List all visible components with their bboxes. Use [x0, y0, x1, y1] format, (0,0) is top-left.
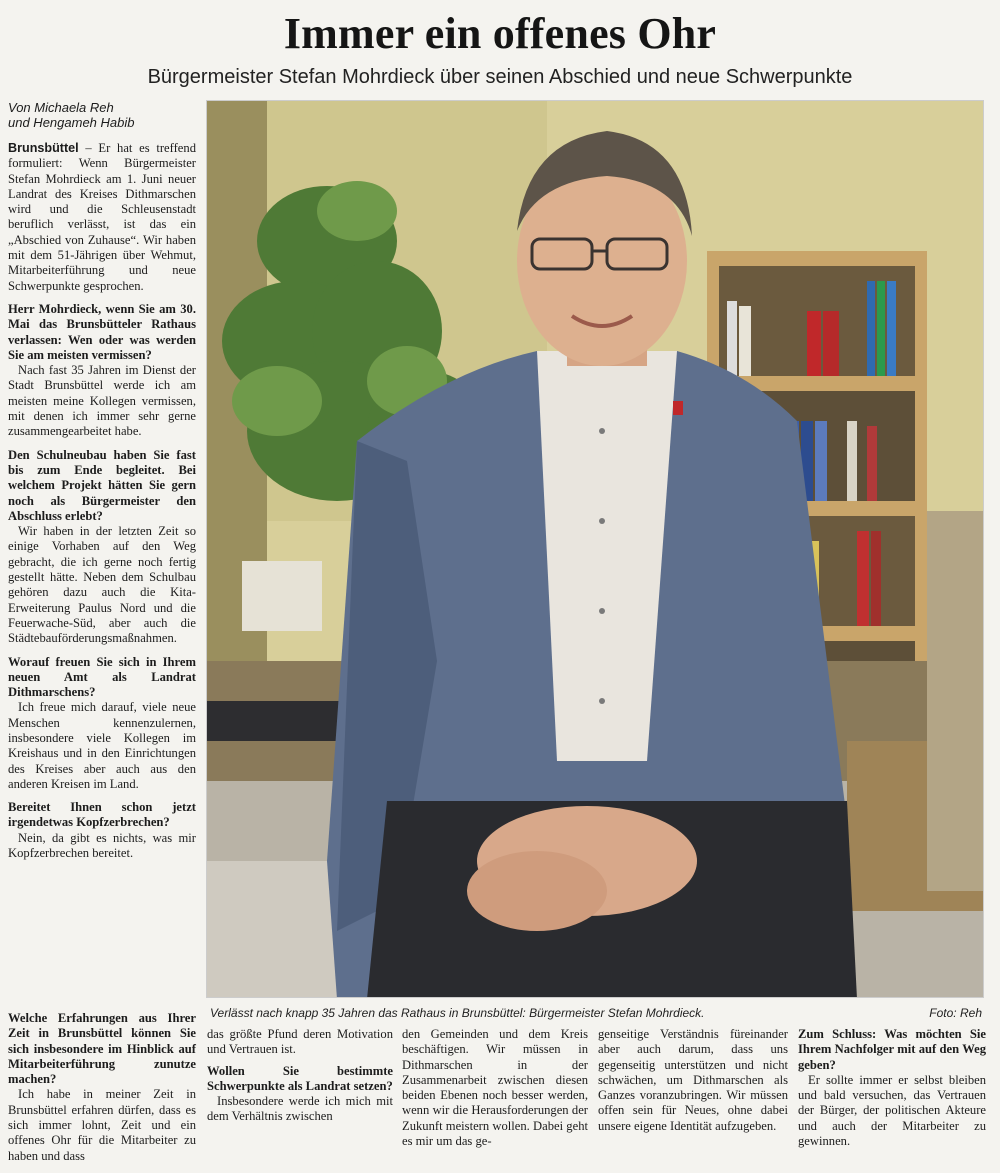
answer-6-continued-2: genseitige Verständnis füreinander aber auch darum, dass uns gegenseitig unterstützen und nicht schwächen, um Dithmarschen als Ganzes voranzubringen. Wir müssen offen sein für Neues, ohne dabei unsere eigene Identität aufzugeben.: [598, 1027, 788, 1133]
photo-credit: Foto: Reh: [929, 1006, 982, 1020]
answer-3: Ich freue mich darauf, viele neue Menschen kennenzulernen, insbesondere viele Kollegen im Kreishaus und in den Einrichtungen des Kreises aber auch aus den anderen Kreisen im Land.: [8, 700, 196, 791]
question-1: Herr Mohrdieck, wenn Sie am 30. Mai das Brunsbütteler Rathaus verlassen: Wen oder was werden Sie am meisten vermissen?: [8, 301, 196, 362]
byline: [8, 100, 198, 130]
byline-line-2: und Hengameh Habib: [8, 115, 135, 130]
lead-dateline: Brunsbüttel: [8, 141, 79, 155]
answer-6: Insbesondere werde ich mich mit dem Verhältnis zwischen: [207, 1094, 393, 1124]
byline-line-1: Von Michaela Reh: [8, 100, 114, 115]
lead-paragraph: [8, 141, 196, 294]
article-column-bottom-4: [598, 1027, 788, 1140]
article-subheadline: Bürgermeister Stefan Mohrdieck über seinen Abschied und neue Schwerpunkte: [147, 66, 853, 88]
question-2: Den Schulneubau haben Sie fast bis zum Ende begleitet. Bei welchem Projekt hätten Sie gern noch als Bürgermeister den Abschluss erlebt?: [8, 447, 196, 523]
answer-7: Er sollte immer er selbst bleiben und bald versuchen, das Vertrauen der Bürger, der politischen Akteure und auch der Mitarbeiter zu gewinnen.: [798, 1072, 986, 1149]
article-column-left: [8, 141, 196, 869]
question-7: Zum Schluss: Was möchten Sie Ihrem Nachfolger mit auf den Weg geben?: [798, 1027, 986, 1072]
photo-illustration: [207, 101, 984, 998]
answer-2: Wir haben in der letzten Zeit so einige Vorhaben auf den Weg gebracht, die ich gerne noch fertig gestellt hätte. Neben dem Schulbau gehören dazu auch die Kita-Erweiterung Paulus Nord und die Feuerwache-Süd, aber auch die Städtebauförderungsmaßnahmen.: [8, 524, 196, 646]
question-3: Worauf freuen Sie sich in Ihrem neuen Amt als Landrat Dithmarschens?: [8, 654, 196, 700]
answer-6-continued: den Gemeinden und dem Kreis beschäftigen. Wir müssen in Dithmarschen in der Zusammenarbeit zwischen diesen beiden Ebenen noch besser werden, wenn wir die Herausforderungen der Zukunft meistern wollen. Dabei geht es mir um das ge-: [402, 1027, 588, 1149]
lead-text: – Er hat es treffend formuliert: Wenn Bürgermeister Stefan Mohrdieck am 1. Juni neuer Landrat des Kreises Dithmarschen wird und die Schleusenstadt beruflich verlässt, ist das ein „Abschied von Zuhause“. Wir haben mit dem 51-Jährigen über Wehmut, Mitarbeiterführung und neue Schwerpunkte gesprochen.: [8, 141, 196, 293]
article-column-bottom-3: [402, 1027, 588, 1155]
answer-5-continued: das größte Pfund deren Motivation und Vertrauen ist.: [207, 1027, 393, 1057]
photo-caption: Verlässt nach knapp 35 Jahren das Rathaus in Brunsbüttel: Bürgermeister Stefan Mohrdieck.: [210, 1006, 705, 1020]
article-column-bottom-1: [8, 1011, 196, 1170]
article-column-bottom-2: [207, 1027, 393, 1131]
answer-4: Nein, da gibt es nichts, was mir Kopfzerbrechen bereitet.: [8, 830, 196, 861]
article-headline: Immer ein offenes Ohr: [283, 9, 717, 58]
question-6: Wollen Sie bestimmte Schwerpunkte als Landrat setzen?: [207, 1063, 393, 1093]
question-5: Welche Erfahrungen aus Ihrer Zeit in Brunsbüttel können Sie sich insbesondere im Hinblick auf Mitarbeiterführung zunutze machen?: [8, 1011, 196, 1087]
answer-1: Nach fast 35 Jahren im Dienst der Stadt Brunsbüttel werde ich am meisten meine Kollegen vermissen, mit denen ich immer sehr gerne zusammengearbeitet habe.: [8, 363, 196, 439]
article-photo: [206, 100, 984, 998]
answer-5: Ich habe in meiner Zeit in Brunsbüttel erfahren dürfen, dass es sich immer lohnt, Zeit und ein offenes Ohr für die Mitarbeiter zu haben und dass: [8, 1087, 196, 1163]
question-4: Bereitet Ihnen schon jetzt irgendetwas Kopfzerbrechen?: [8, 800, 196, 830]
article-column-bottom-5: [798, 1027, 986, 1155]
